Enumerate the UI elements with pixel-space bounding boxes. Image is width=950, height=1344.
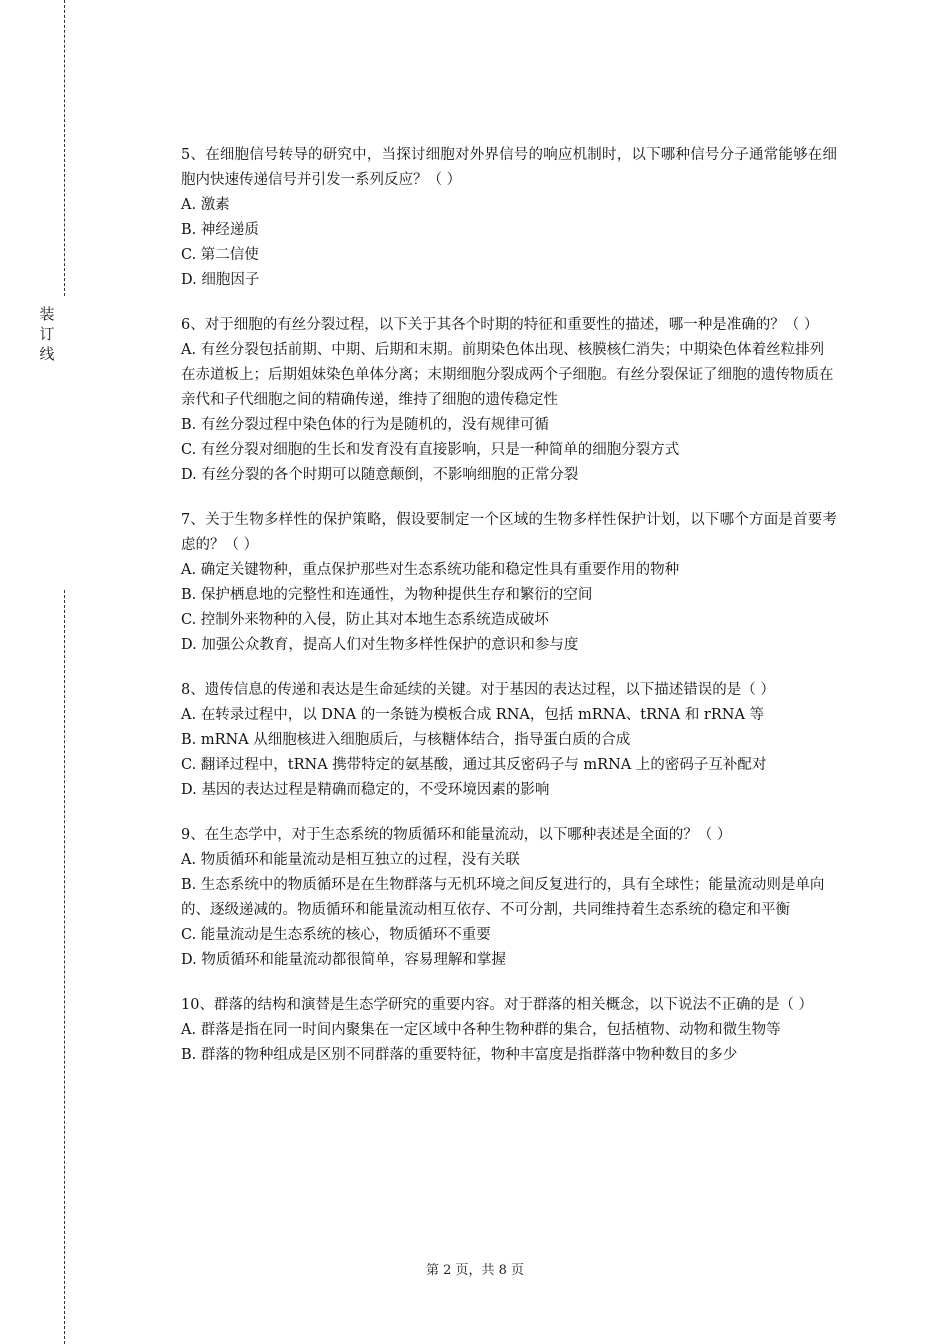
binding-char: 订	[39, 325, 55, 343]
question-stem: 6、对于细胞的有丝分裂过程，以下关于其各个时期的特征和重要性的描述，哪一种是准确的？（ ）	[181, 317, 819, 333]
option-a: A. 激素	[181, 197, 230, 213]
option-a: A. 群落是指在同一时间内聚集在一定区域中各种生物种群的集合，包括植物、动物和微生物等	[181, 1022, 781, 1038]
question-stem: 5、在细胞信号转导的研究中，当探讨细胞对外界信号的响应机制时，以下哪种信号分子通常能够在细胞内快速传递信号并引发一系列反应？（ ）	[181, 147, 837, 188]
option-c: C. 有丝分裂对细胞的生长和发育没有直接影响，只是一种简单的细胞分裂方式	[181, 442, 680, 458]
option-d: D. 有丝分裂的各个时期可以随意颠倒，不影响细胞的正常分裂	[181, 467, 579, 483]
binding-char: 装	[39, 305, 55, 323]
question-stem: 7、关于生物多样性的保护策略，假设要制定一个区域的生物多样性保护计划，以下哪个方面是首要考虑的？（ ）	[181, 512, 837, 553]
binding-label	[36, 304, 58, 364]
option-b: B. 生态系统中的物质循环是在生物群落与无机环境之间反复进行的，具有全球性；能量流动则是单向的、逐级递减的。物质循环和能量流动相互依存、不可分割，共同维持着生态系统的稳定和平衡	[181, 877, 825, 918]
option-c: C. 控制外来物种的入侵，防止其对本地生态系统造成破坏	[181, 612, 549, 628]
option-d: D. 物质循环和能量流动都很简单，容易理解和掌握	[181, 952, 506, 968]
question-10	[181, 993, 837, 1068]
question-6	[181, 313, 837, 488]
option-c: C. 能量流动是生态系统的核心，物质循环不重要	[181, 927, 491, 943]
option-b: B. 有丝分裂过程中染色体的行为是随机的，没有规律可循	[181, 417, 549, 433]
option-a: A. 物质循环和能量流动是相互独立的过程，没有关联	[181, 852, 520, 868]
binding-dashed-line-bottom	[64, 590, 65, 1344]
option-d: D. 细胞因子	[181, 272, 260, 288]
question-8	[181, 678, 837, 803]
option-a: A. 在转录过程中，以 DNA 的一条链为模板合成 RNA，包括 mRNA、tRNA 和 rRNA 等	[181, 707, 765, 723]
question-9	[181, 823, 837, 973]
option-b: B. 保护栖息地的完整性和连通性，为物种提供生存和繁衍的空间	[181, 587, 593, 603]
question-stem: 10、群落的结构和演替是生态学研究的重要内容。对于群落的相关概念，以下说法不正确的是（ ）	[181, 997, 814, 1013]
option-a: A. 有丝分裂包括前期、中期、后期和末期。前期染色体出现、核膜核仁消失；中期染色体着丝粒排列在赤道板上；后期姐妹染色单体分离；末期细胞分裂成两个子细胞。有丝分裂保证了细胞的遗传物质在亲代和子代细胞之间的精确传递，维持了细胞的遗传稳定性	[181, 342, 834, 408]
option-d: D. 加强公众教育，提高人们对生物多样性保护的意识和参与度	[181, 637, 579, 653]
option-b: B. 群落的物种组成是区别不同群落的重要特征，物种丰富度是指群落中物种数目的多少	[181, 1047, 738, 1063]
question-stem: 8、遗传信息的传递和表达是生命延续的关键。对于基因的表达过程，以下描述错误的是（ ）	[181, 682, 775, 698]
binding-dashed-line-top	[64, 0, 65, 296]
binding-char: 线	[39, 345, 55, 363]
question-stem: 9、在生态学中，对于生态系统的物质循环和能量流动，以下哪种表述是全面的？（ ）	[181, 827, 732, 843]
question-5	[181, 143, 837, 293]
option-b: B. 神经递质	[181, 222, 259, 238]
option-c: C. 第二信使	[181, 247, 259, 263]
option-a: A. 确定关键物种，重点保护那些对生态系统功能和稳定性具有重要作用的物种	[181, 562, 680, 578]
option-c: C. 翻译过程中，tRNA 携带特定的氨基酸，通过其反密码子与 mRNA 上的密码子互补配对	[181, 757, 767, 773]
question-list	[181, 143, 837, 1088]
option-d: D. 基因的表达过程是精确而稳定的，不受环境因素的影响	[181, 782, 550, 798]
question-7	[181, 508, 837, 658]
page-number: 第 2 页，共 8 页	[425, 1263, 525, 1278]
option-b: B. mRNA 从细胞核进入细胞质后，与核糖体结合，指导蛋白质的合成	[181, 732, 631, 748]
